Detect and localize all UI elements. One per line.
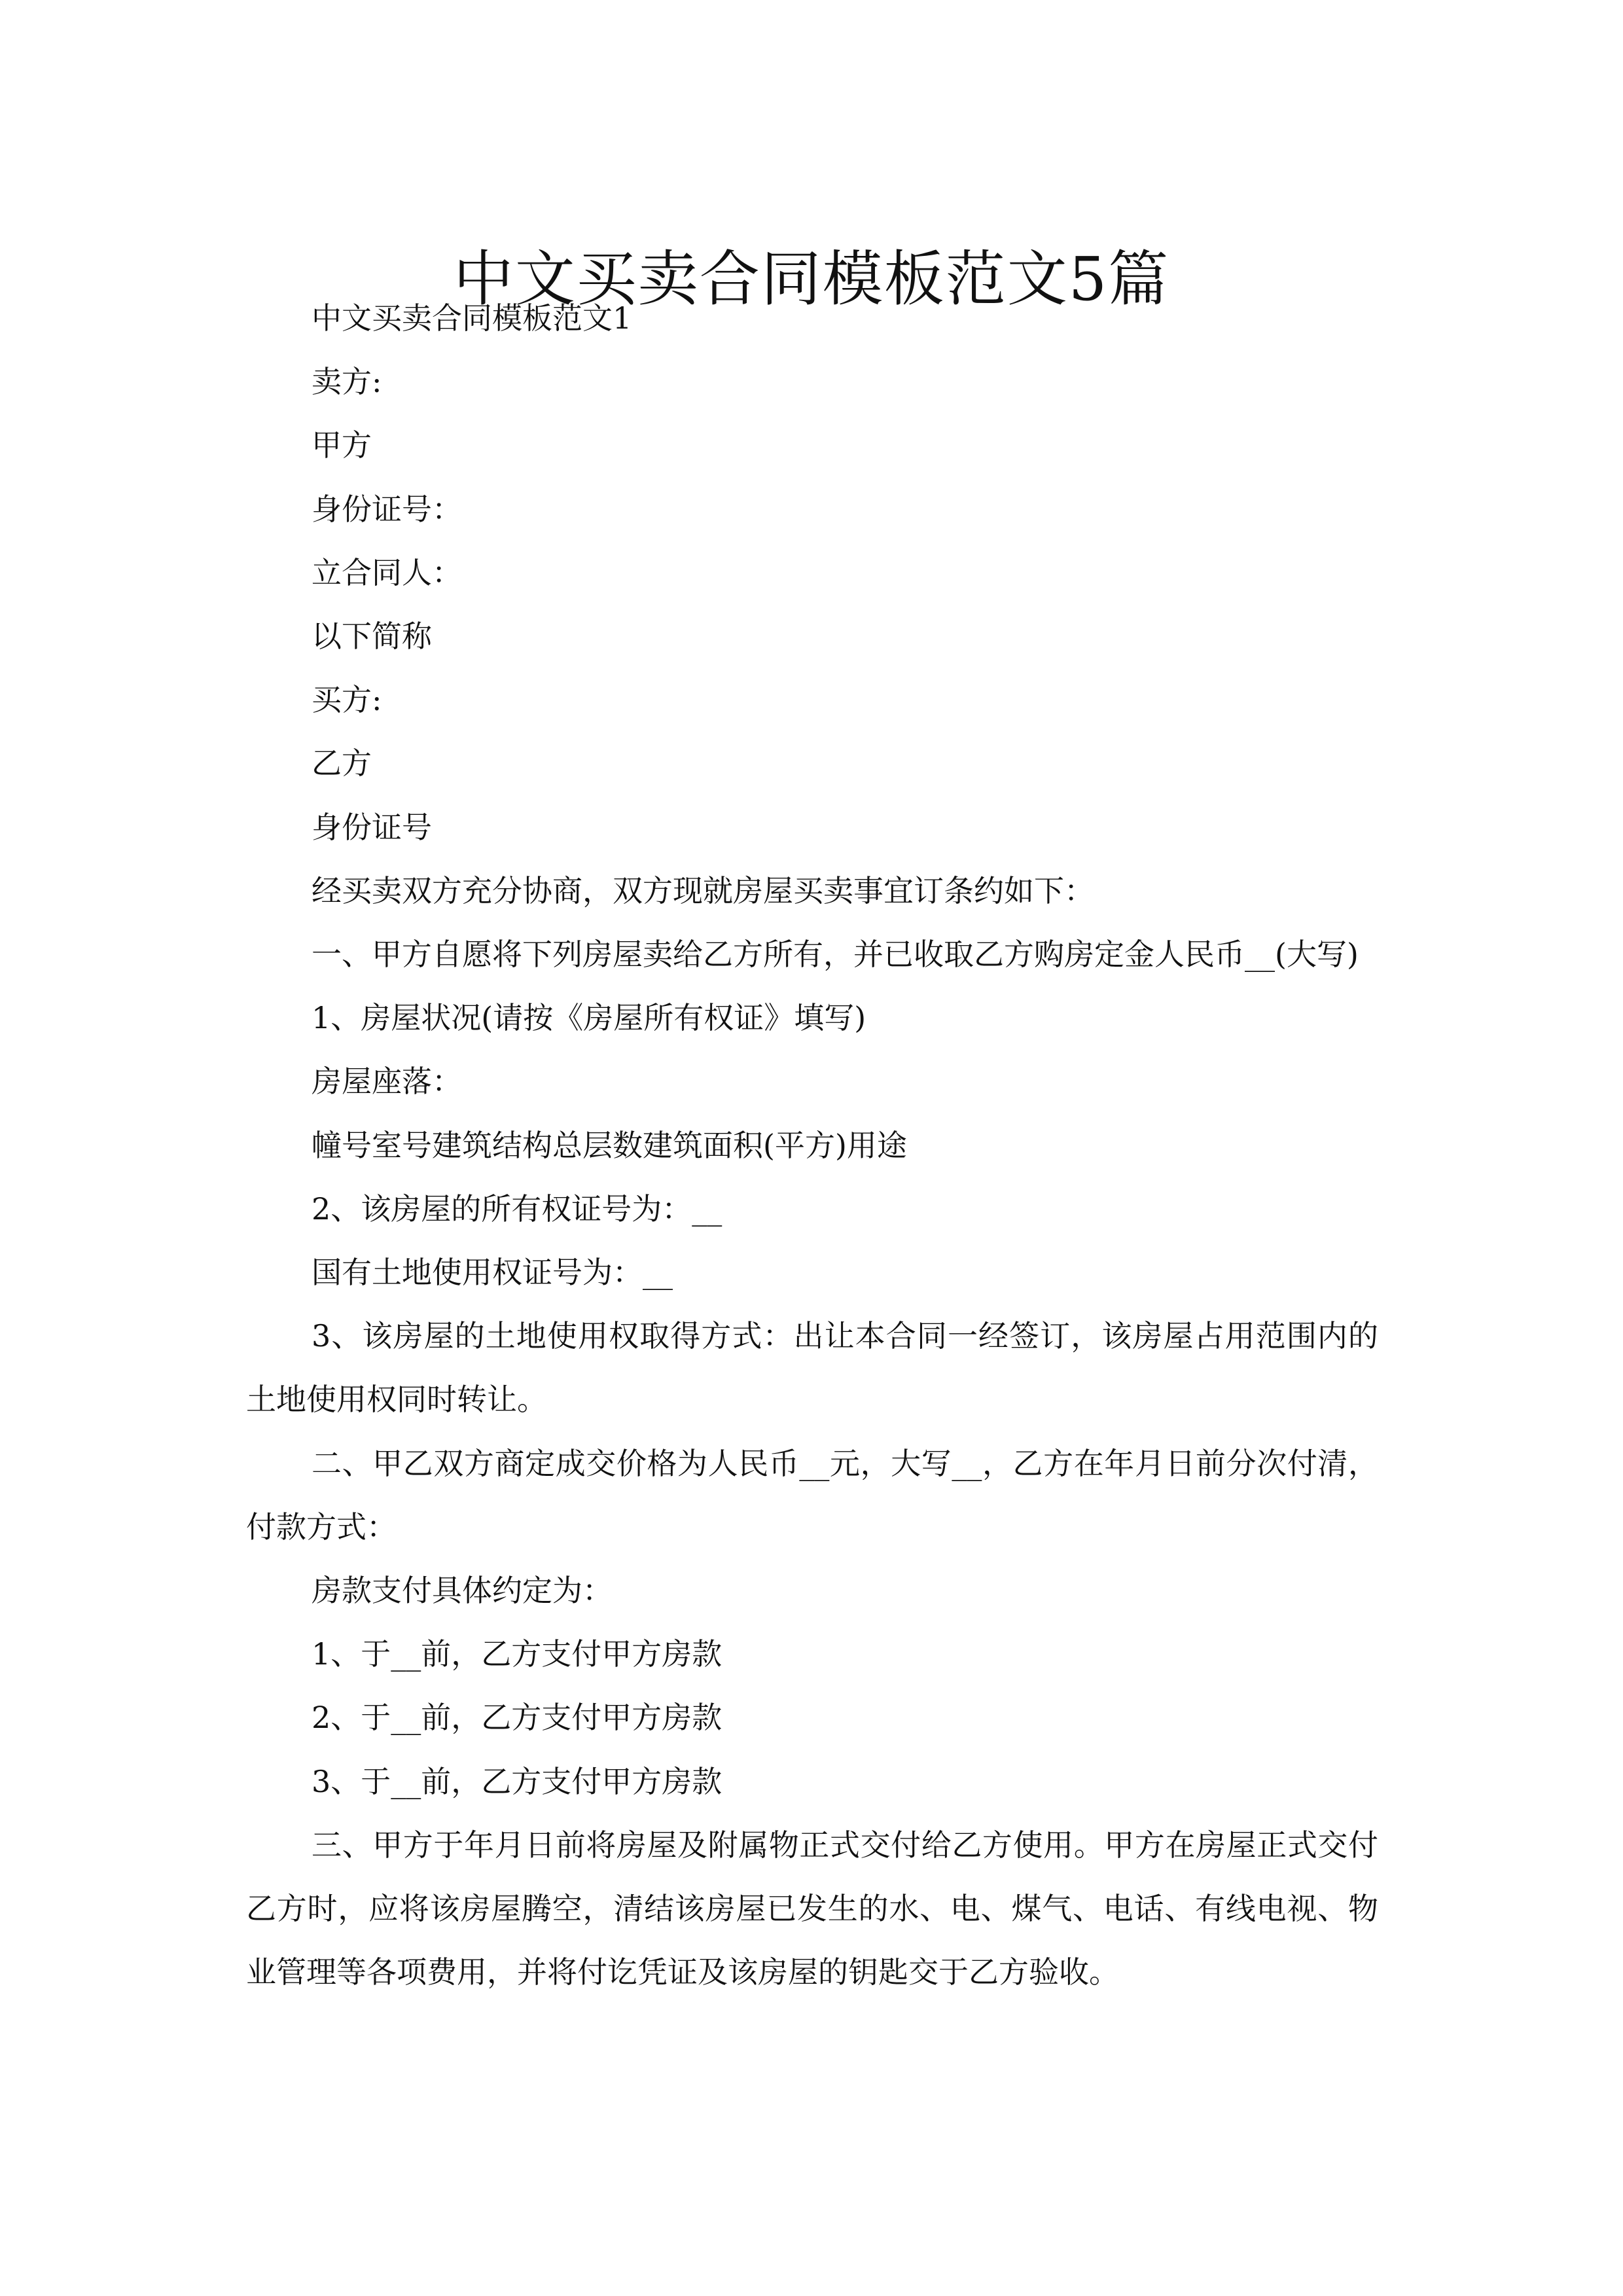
clause-3-paragraph: 三、甲方于年月日前将房屋及附属物正式交付给乙方使用。甲方在房屋正式交付乙方时，应将该房屋腾空，清结该房屋已发生的水、电、煤气、电话、有线电视、物业管理等各项费用，并将付讫凭证及该房屋的钥匙交于乙方验收。 [246, 1827, 1378, 1990]
seller-id-label: 身份证号： [312, 491, 462, 527]
section-heading: 中文买卖合同模板范文1 [312, 300, 632, 336]
clause-2-paragraph: 二、甲乙双方商定成交价格为人民币__元，大写__，乙方在年月日前分次付清，付款方式： [246, 1445, 1378, 1545]
house-status-paragraph: 1、房屋状况(请按《房屋所有权证》填写) [312, 1000, 866, 1036]
payment-item-2: 2、于__前，乙方支付甲方房款 [312, 1700, 722, 1736]
ownership-cert-line: 2、该房屋的所有权证号为：__ [312, 1191, 722, 1227]
land-use-paragraph: 3、该房屋的土地使用权取得方式：出让本合同一经签订，该房屋占用范围内的土地使用权同时转让。 [246, 1318, 1378, 1418]
contract-person-label: 立合同人： [312, 554, 462, 590]
house-location-label: 房屋座落： [312, 1064, 462, 1100]
seller-label: 卖方: [312, 364, 382, 400]
buyer-label: 买方: [312, 682, 382, 718]
document-title: 中文买卖合同模板范文5篇 [453, 243, 1170, 314]
buyer-id-label: 身份证号 [312, 809, 432, 845]
land-cert-line: 国有土地使用权证号为：__ [312, 1255, 673, 1291]
payment-item-1: 1、于__前，乙方支付甲方房款 [312, 1636, 722, 1672]
party-b-label: 乙方 [312, 745, 372, 781]
party-a-label: 甲方 [312, 427, 372, 463]
abbreviation-label: 以下简称 [312, 619, 432, 655]
clause-1-paragraph: 一、甲方自愿将下列房屋卖给乙方所有，并已收取乙方购房定金人民币__(大写) [312, 937, 1359, 973]
house-attributes-line: 幢号室号建筑结构总层数建筑面积(平方)用途 [312, 1127, 907, 1163]
payment-terms-label: 房款支付具体约定为： [312, 1573, 613, 1609]
payment-item-3: 3、于__前，乙方支付甲方房款 [312, 1763, 722, 1799]
document-body [246, 287, 1378, 2004]
preamble-paragraph: 经买卖双方充分协商，双方现就房屋买卖事宜订条约如下： [312, 872, 1094, 908]
